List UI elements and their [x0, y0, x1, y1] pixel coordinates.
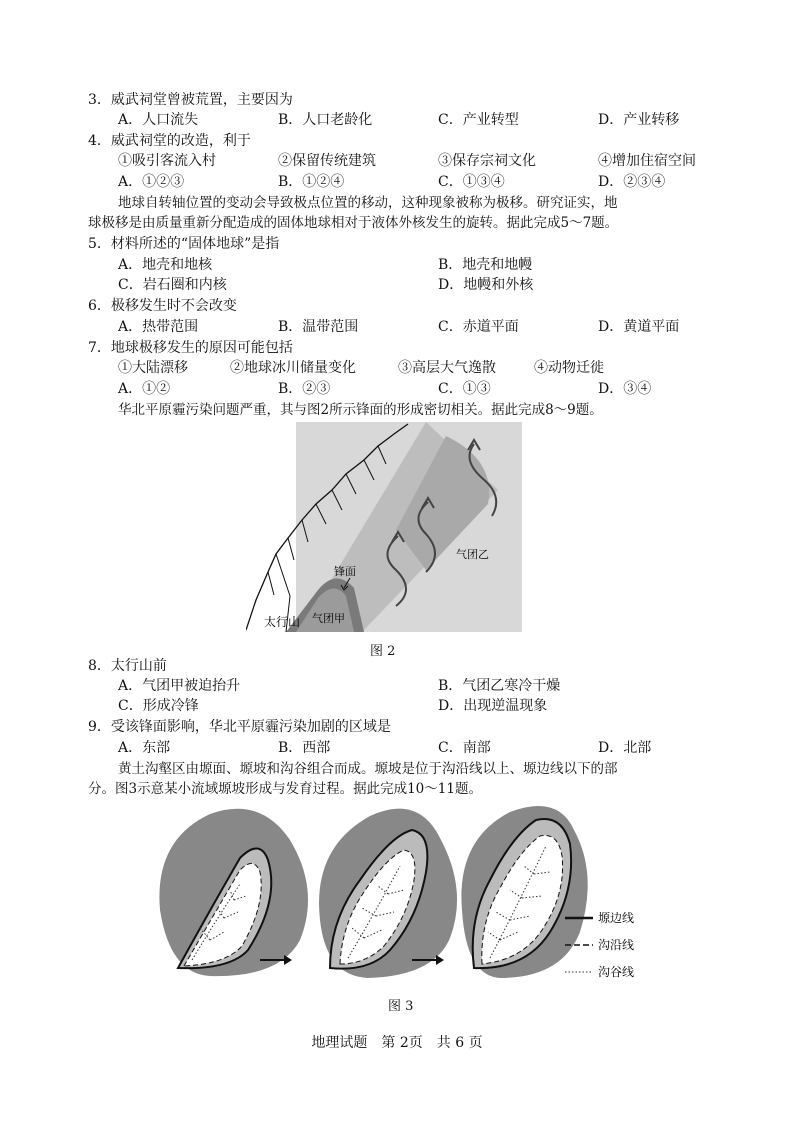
figure3-stage-1 [159, 809, 308, 976]
q3-stem: 3．威武祠堂曾被荒置，主要因为 [88, 92, 293, 108]
q7-option-d: D．③④ [598, 381, 652, 397]
q7-item-4: ④动物迁徙 [534, 360, 604, 376]
legend-gully-rim-label: 沟沿线 [598, 938, 635, 952]
q4-item-1: ①吸引客流入村 [118, 153, 216, 169]
q7-option-a: A．①② [118, 381, 171, 397]
figure3-arrow-2-head [436, 955, 444, 965]
figure3-stage-2 [319, 809, 457, 978]
q5-option-a: A．地壳和地核 [118, 257, 213, 273]
passage1-line1: 地球自转轴位置的变动会导致极点位置的移动，这种现象被称为极移。研究证实，地 [118, 195, 618, 211]
q3-option-b: B．人口老龄化 [278, 112, 373, 128]
q8-option-b: B．气团乙寒冷干燥 [438, 678, 561, 694]
figure2-caption: 图 2 [370, 644, 396, 659]
figure3-arrow-1-head [284, 955, 292, 965]
q7-option-c: C．①③ [438, 381, 491, 397]
q8-stem: 8．太行山前 [88, 658, 167, 674]
q7-option-b: B．②③ [278, 381, 331, 397]
passage2: 华北平原霾污染问题严重，其与图2所示锋面的形成密切相关。据此完成8～9题。 [118, 402, 603, 418]
q6-option-c: C．赤道平面 [438, 319, 519, 335]
legend-valley-line-label: 沟谷线 [598, 965, 635, 979]
figure2-front-label: 锋面 [334, 565, 356, 578]
figure3-stage-3 [461, 806, 587, 978]
q5-option-c: C．岩石圈和内核 [118, 277, 227, 293]
q3-option-c: C．产业转型 [438, 112, 519, 128]
q9-option-b: B．西部 [278, 740, 331, 756]
q7-item-3: ③高层大气逸散 [398, 360, 496, 376]
q6-stem: 6．极移发生时不会改变 [88, 298, 237, 314]
q4-option-a: A．①②③ [118, 174, 185, 190]
q9-option-c: C．南部 [438, 740, 491, 756]
q6-option-d: D．黄道平面 [598, 319, 680, 335]
page-footer: 地理试题 第 2页 共 6 页 [311, 1035, 483, 1051]
q6-option-a: A．热带范围 [118, 319, 199, 335]
q4-option-b: B．①②④ [278, 174, 345, 190]
q7-item-1: ①大陆漂移 [118, 360, 188, 376]
q5-option-b: B．地壳和地幔 [438, 257, 533, 273]
q8-option-a: A．气团甲被迫抬升 [118, 678, 241, 694]
q7-stem: 7．地球极移发生的原因可能包括 [88, 340, 293, 356]
q9-option-a: A．东部 [118, 740, 171, 756]
q8-option-c: C．形成冷锋 [118, 698, 199, 714]
q3-option-a: A．人口流失 [118, 112, 199, 128]
passage3-line2: 分。图3示意某小流域塬坡形成与发育过程。据此完成10～11题。 [88, 781, 482, 797]
q4-option-c: C．①③④ [438, 174, 505, 190]
figure2-mountain-label: 太行山 [264, 615, 301, 629]
figure2-airmass-b-label: 气团乙 [456, 548, 489, 561]
q4-item-4: ④增加住宿空间 [598, 153, 696, 169]
q8-option-d: D．出现逆温现象 [438, 698, 548, 714]
q9-option-d: D．北部 [598, 740, 652, 756]
figure3-caption: 图 3 [388, 999, 414, 1014]
q4-item-3: ③保存宗祠文化 [438, 153, 536, 169]
q5-option-d: D．地幔和外核 [438, 277, 534, 293]
passage1-line2: 球极移是由质量重新分配造成的固体地球相对于液体外核发生的旋转。据此完成5～7题。 [88, 215, 619, 231]
q9-stem: 9．受该锋面影响，华北平原霾污染加剧的区域是 [88, 719, 391, 735]
legend-edge-line-label: 塬边线 [598, 911, 635, 925]
q7-item-2: ②地球冰川储量变化 [230, 360, 356, 376]
figure2-airmass-a-label: 气团甲 [312, 612, 345, 625]
passage3-line1: 黄土沟壑区由塬面、塬坡和沟谷组合而成。塬坡是位于沟沿线以上、塬边线以下的部 [118, 761, 618, 777]
q3-option-d: D．产业转移 [598, 112, 680, 128]
q6-option-b: B．温带范围 [278, 319, 359, 335]
q4-item-2: ②保留传统建筑 [278, 153, 376, 169]
q4-option-d: D．②③④ [598, 174, 666, 190]
figure3-gully-development-diagram [150, 800, 680, 990]
q5-stem: 5．材料所述的“固体地球”是指 [88, 236, 280, 252]
q4-stem: 4．威武祠堂的改造，利于 [88, 133, 251, 149]
figure2-front-diagram [246, 420, 524, 635]
